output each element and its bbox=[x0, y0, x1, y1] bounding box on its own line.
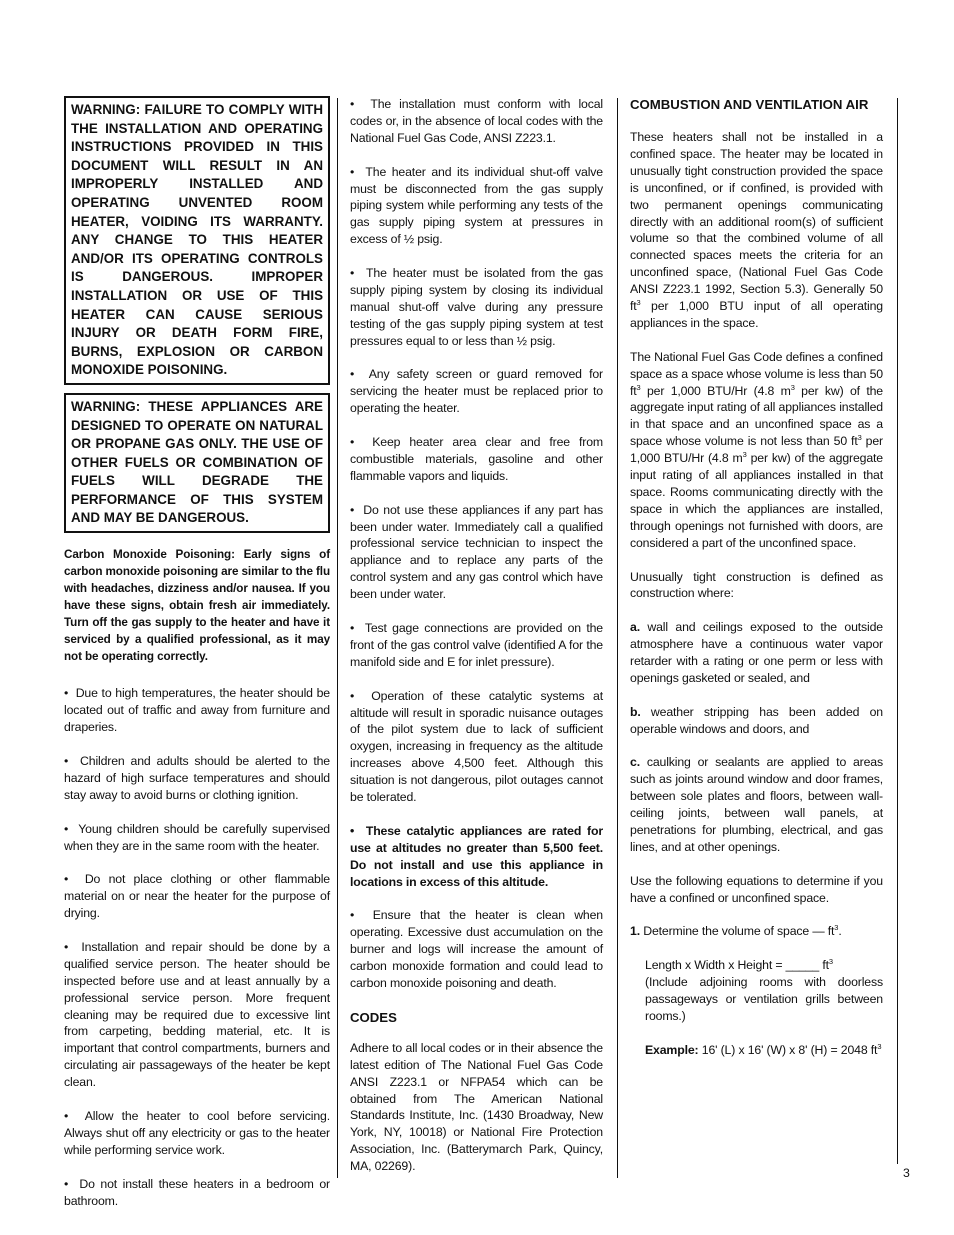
warning-box-fuel: WARNING: THESE APPLIANCES ARE DESIGNED TO OPERATE ON NATURAL OR PROPANE GAS ONLY. THE USE OF OTHER FUELS OR COMBINATION OF FUELS WILL DEGRADE THE PERFORMANCE OF THIS SYSTEM AND MAY BE DANGEROUS. bbox=[64, 393, 330, 533]
codes-heading: CODES bbox=[350, 1009, 397, 1025]
bullet-item: • The installation must conform with local codes or, in the absence of local codes with the National Fuel Gas Code, ANSI Z223.1. bbox=[350, 96, 603, 147]
formula-note: (Include adjoining rooms with doorless passageways or ventilation grills between rooms.) bbox=[645, 975, 883, 1023]
equations-intro: Use the following equations to determine if you have a confined or unconfined space. bbox=[630, 873, 883, 905]
column-1 bbox=[64, 96, 330, 1226]
criterion-b: b. weather stripping has been added on operable windows and doors, and bbox=[630, 704, 883, 736]
volume-formula: Length x Width x Height = _____ $ft^3$ bbox=[645, 957, 833, 973]
bullet-item: • Keep heater area clear and free from combustible materials, gasoline and other flammable vapors and liquids. bbox=[350, 434, 603, 485]
column-divider-2 bbox=[617, 98, 618, 1178]
bullet-item: • Do not place clothing or other flammable material on or near the heater for the purpose of drying. bbox=[64, 871, 330, 922]
altitude-rating-warning: • These catalytic appliances are rated for use at altitudes no greater than 5,500 feet. Do not install and use this appliance in locations in excess of this altitude. bbox=[350, 823, 603, 891]
bullet-item: • Children and adults should be alerted to the hazard of high surface temperatures and should stay away to avoid burns or clothing ignition. bbox=[64, 753, 330, 804]
bullet-item: • The heater must be isolated from the gas supply piping system by closing its individual manual shut-off valve during any pressure testing of the gas supply piping system at test pressures equal to or less than ½ psig. bbox=[350, 265, 603, 350]
column-divider-1 bbox=[337, 98, 338, 1178]
bullet-item: • Any safety screen or guard removed for servicing the heater must be replaced prior to operating the heater. bbox=[350, 366, 603, 417]
warning-box-installation: WARNING: FAILURE TO COMPLY WITH THE INSTALLATION AND OPERATING INSTRUCTIONS PROVIDED IN THIS DOCUMENT WILL RESULT IN AN IMPROPERLY INSTALLED AND OPERATING UNVENTED ROOM HEATER, VOIDING ITS WARRANTY. ANY CHANGE TO THIS HEATER AND/OR ITS OPERATING CONTROLS IS DANGEROUS. IMPROPER INSTALLATION OR USE OF THIS HEATER CAN CAUSE SERIOUS INJURY OR DEATH FORM FIRE, BURNS, EXPLOSION OR CARBON MONOXIDE POISONING. bbox=[64, 96, 330, 385]
bullet-item: • Do not install these heaters in a bedroom or bathroom. bbox=[64, 1176, 330, 1210]
codes-text: Adhere to all local codes or in their absence the latest edition of The National Fuel Gas Code ANSI Z223.1 or NFPA54 which can be obtained from The American National Standards Institute, Inc. (1430 Broadway, New York, NY, 10018) or National Fire Protection Association, Inc. (Batterymarch Park, Quincy, MA, 02269). bbox=[350, 1040, 603, 1174]
bullet-item: • Do not use these appliances if any part has been under water. Immediately call a qualified professional service technician to inspect the appliance and to replace any parts of the control system and any gas control which have been under water. bbox=[350, 502, 603, 603]
column-2 bbox=[350, 96, 603, 1192]
criterion-c: c. caulking or sealants are applied to areas such as joints around window and door frames, between sole plates and floors, between wall-ceiling joints, between wall panels, at penetrations for plumbing, electrical, and gas lines, and at other openings. bbox=[630, 755, 883, 854]
bullet-item: • Due to high temperatures, the heater should be located out of traffic and away from furniture and draperies. bbox=[64, 685, 330, 736]
bullet-item: • Allow the heater to cool before servicing. Always shut off any electricity or gas to the heater while performing service work. bbox=[64, 1108, 330, 1159]
column-divider-3 bbox=[897, 98, 898, 1164]
bullet-item: • The heater and its individual shut-off valve must be disconnected from the gas supply piping system while performing any tests of the gas supply piping system at pressures in excess of ½ psig. bbox=[350, 164, 603, 249]
bullet-item: • Installation and repair should be done by a qualified service person. The heater should be inspected before use and at least annually by a professional service person. More frequent cleaning may be required due to excessive lint from carpeting, bedding material, etc. It is important that control compartments, burners and circulating air passageways of the heater be kept clean. bbox=[64, 939, 330, 1091]
step-1: 1. Determine the volume of space — $ft^3$. bbox=[630, 923, 842, 939]
volume-example: Example: 16' (L) x 16' (W) x 8' (H) = 2048 $ft^3$ bbox=[645, 1041, 882, 1057]
bullet-item: • Young children should be carefully supervised when they are in the same room with the heater. bbox=[64, 821, 330, 855]
tight-construction-intro: Unusually tight construction is defined as construction where: bbox=[630, 569, 883, 601]
bullet-item: • Operation of these catalytic systems at altitude will result in sporadic nuisance outages of the pilot system due to lack of sufficient oxygen, increasing in frequency as the altitude increases above 4,500 feet. Although this situation is not dangerous, pilot outages cannot be tolerated. bbox=[350, 688, 603, 806]
combustion-heading: COMBUSTION AND VENTILATION AIR bbox=[630, 97, 869, 112]
bullet-item: • Test gage connections are provided on the front of the gas control valve (identified A for the manifold side and E for inlet pressure). bbox=[350, 620, 603, 671]
bullet-item: • Ensure that the heater is clean when operating. Excessive dust accumulation on the burner and logs will increase the amount of carbon monoxide formation and could lead to carbon monoxide poisoning and death. bbox=[350, 907, 603, 992]
definition-paragraph: The National Fuel Gas Code defines a confined space as a space whose volume is less than 50 $ft^3$ per 1,000 BTU/Hr (4.8 $m^3$ per kw) of the aggregate input rating of all appliances installed in that space and an unconfined space as a space whose volume is not less than 50 $ft^3$ per 1,000 BTU/Hr (4.8 $m^3$ per kw) of the aggregate input rating of all appliances installed in that space. Rooms communicating directly with the space in which the appliances are installed, through openings not furnished with doors, are considered a part of the unconfined space. bbox=[630, 349, 883, 550]
column-3 bbox=[630, 96, 883, 1076]
page-number: 3 bbox=[903, 1166, 910, 1180]
confined-space-paragraph: These heaters shall not be installed in a confined space. The heater may be located in unusually tight construction provided the space is unconfined, or if confined, is provided with two permanent openings communicating directly with an additional room(s) of sufficient volume so that the combined volume of all connected spaces meets the criteria for an unconfined space, (National Fuel Gas Code ANSI Z223.1 1992, Section 5.3). Generally 50 $ft^3$ per 1,000 BTU input of all operating appliances in the space. bbox=[630, 130, 883, 330]
criterion-a: a. wall and ceilings exposed to the outside atmosphere have a continuous water vapor retarder with a rating or one perm or less with openings gasketed or sealed, and bbox=[630, 620, 883, 685]
carbon-monoxide-warning: Carbon Monoxide Poisoning: Early signs of carbon monoxide poisoning are similar to the flu with headaches, dizziness and/or nausea. If you have these signs, obtain fresh air immediately. Turn off the gas supply to the heater and have it serviced by a qualified professional, as it may not be operating correctly. bbox=[64, 548, 330, 663]
